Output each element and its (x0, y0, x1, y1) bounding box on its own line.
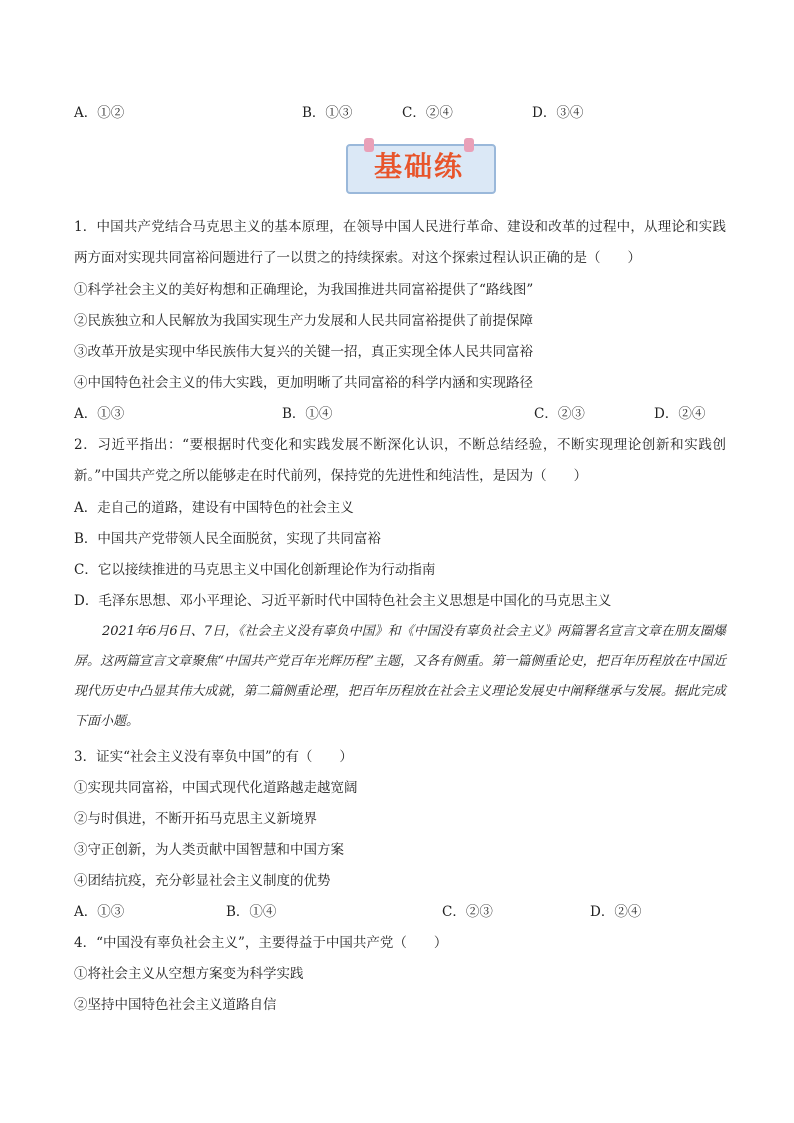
q2-option-a: A．走自己的道路，建设有中国特色的社会主义 (74, 500, 354, 516)
q1-item-4: ④中国特色社会主义的伟大实践，更加明晰了共同富裕的科学内涵和实现路径 (74, 375, 533, 391)
q3-option-a: A．①③ (74, 904, 125, 920)
q4-item-2: ②坚持中国特色社会主义道路自信 (74, 997, 277, 1013)
top-option-d: D．③④ (532, 105, 584, 121)
q4-item-1: ①将社会主义从空想方案变为科学实践 (74, 966, 304, 982)
q1-item-2: ②民族独立和人民解放为我国实现生产力发展和人民共同富裕提供了前提保障 (74, 313, 533, 329)
q1-stem: 1．中国共产党结合马克思主义的基本原理，在领导中国人民进行革命、建设和改革的过程中，从理论和实践两方面对实现共同富裕问题进行了一以贯之的持续探索。对这个探索过程认识正确的是（ ） (74, 219, 726, 266)
q1-option-b: B．①④ (282, 406, 333, 422)
q1-option-c: C．②③ (534, 406, 585, 422)
top-option-a: A．①② (74, 105, 125, 121)
q1-item-3: ③改革开放是实现中华民族伟大复兴的关键一招，真正实现全体人民共同富裕 (74, 344, 533, 360)
q2-stem: 2．习近平指出：“要根据时代变化和实践发展不断深化认识，不断总结经验，不断实现理论创新和实践创新。”中国共产党之所以能够走在时代前列，保持党的先进性和纯洁性，是因为（ ） (74, 437, 726, 484)
top-option-b: B．①③ (302, 105, 353, 121)
q3-item-1: ①实现共同富裕，中国式现代化道路越走越宽阔 (74, 780, 358, 796)
section-title: 基础练 (373, 150, 464, 183)
q3-option-c: C．②③ (442, 904, 493, 920)
top-option-c: C．②④ (402, 105, 453, 121)
q2-option-b: B．中国共产党带领人民全面脱贫，实现了共同富裕 (74, 531, 381, 547)
section-banner (346, 138, 492, 192)
q3-option-d: D．②④ (590, 904, 642, 920)
q2-option-d: D．毛泽东思想、邓小平理论、习近平新时代中国特色社会主义思想是中国化的马克思主义 (74, 593, 612, 609)
q4-stem: 4．“中国没有辜负社会主义”，主要得益于中国共产党（ ） (74, 935, 448, 951)
q1-item-1: ①科学社会主义的美好构想和正确理论，为我国推进共同富裕提供了“路线图” (74, 282, 534, 298)
q1-option-d: D．②④ (654, 406, 706, 422)
reading-material: 2021年6月6日、7日，《社会主义没有辜负中国》和《中国没有辜负社会主义》两篇署名宣言文章在朋友圈爆屏。这两篇宣言文章聚焦“中国共产党百年光辉历程”主题，又各有侧重。第一篇侧重论史，把百年历程放在中国近现代历史中凸显其伟大成就，第二篇侧重论理，把百年历程放在社会主义理论发展史中阐释继承与发展。据此完成下面小题。 (74, 624, 726, 729)
q3-option-b: B．①④ (226, 904, 277, 920)
q3-stem: 3．证实“社会主义没有辜负中国”的有（ ） (74, 749, 353, 765)
q3-item-2: ②与时俱进，不断开拓马克思主义新境界 (74, 811, 317, 827)
q2-option-c: C．它以接续推进的马克思主义中国化创新理论作为行动指南 (74, 562, 436, 578)
q3-item-3: ③守正创新，为人类贡献中国智慧和中国方案 (74, 842, 344, 858)
q3-item-4: ④团结抗疫，充分彰显社会主义制度的优势 (74, 873, 331, 889)
q1-option-a: A．①③ (74, 406, 125, 422)
